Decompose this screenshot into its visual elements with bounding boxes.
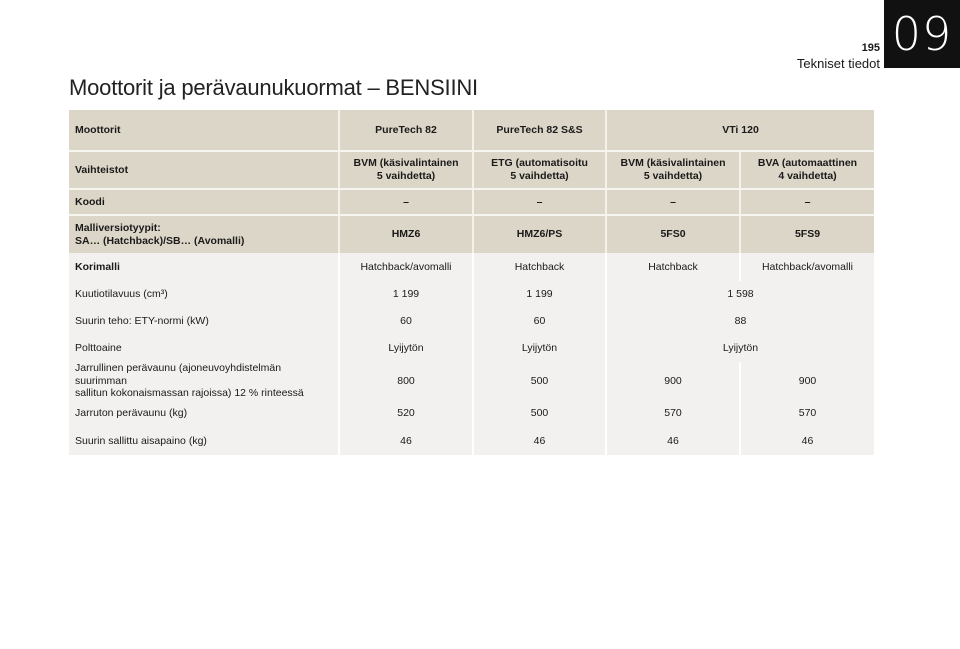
engines-label: Moottorit	[69, 110, 339, 151]
unbraked-trailer-value: 500	[473, 400, 606, 427]
power-row	[69, 308, 874, 335]
engine-name: VTi 120	[606, 110, 874, 151]
engine-name: PureTech 82 S&S	[473, 110, 606, 151]
braked-trailer-value: 900	[740, 362, 874, 400]
fuel-row	[69, 335, 874, 362]
fuel-value: Lyijytön	[606, 335, 874, 362]
code-value: –	[339, 189, 473, 215]
nose-weight-label: Suurin sallittu aisapaino (kg)	[69, 427, 339, 455]
displacement-value: 1 199	[473, 281, 606, 308]
body-type-label: Korimalli	[69, 253, 339, 281]
variant-value: HMZ6	[339, 215, 473, 253]
braked-trailer-value: 800	[339, 362, 473, 400]
code-row	[69, 189, 874, 215]
displacement-value: 1 598	[606, 281, 874, 308]
fuel-value: Lyijytön	[339, 335, 473, 362]
unbraked-trailer-value: 570	[606, 400, 740, 427]
fuel-value: Lyijytön	[473, 335, 606, 362]
gearbox-value: BVA (automaattinen 4 vaihdetta)	[740, 151, 874, 189]
nose-weight-value: 46	[740, 427, 874, 455]
power-label: Suurin teho: ETY-normi (kW)	[69, 308, 339, 335]
braked-trailer-value: 900	[606, 362, 740, 400]
nose-weight-value: 46	[473, 427, 606, 455]
displacement-label: Kuutiotilavuus (cm³)	[69, 281, 339, 308]
engines-row	[69, 110, 874, 151]
gearbox-row	[69, 151, 874, 189]
nose-weight-value: 46	[339, 427, 473, 455]
unbraked-trailer-value: 570	[740, 400, 874, 427]
code-value: –	[740, 189, 874, 215]
power-value: 60	[339, 308, 473, 335]
fuel-label: Polttoaine	[69, 335, 339, 362]
displacement-row	[69, 281, 874, 308]
variant-value: HMZ6/PS	[473, 215, 606, 253]
variant-value: 5FS0	[606, 215, 740, 253]
unbraked-trailer-value: 520	[339, 400, 473, 427]
variant-value: 5FS9	[740, 215, 874, 253]
gearbox-value: BVM (käsivalintainen 5 vaihdetta)	[606, 151, 740, 189]
power-value: 60	[473, 308, 606, 335]
page-title: Moottorit ja perävaunukuormat – BENSIINI	[69, 75, 478, 100]
braked-trailer-label: Jarrullinen perävaunu (ajoneuvoyhdistelmän suurimman sallitun kokonaismassan rajoissa) 12 % rinteessä	[69, 362, 339, 400]
body-type-value: Hatchback	[473, 253, 606, 281]
body-type-value: Hatchback/avomalli	[339, 253, 473, 281]
unbraked-trailer-label: Jarruton perävaunu (kg)	[69, 400, 339, 427]
gearbox-label: Vaihteistot	[69, 151, 339, 189]
braked-trailer-row	[69, 362, 874, 400]
section-name: Tekniset tiedot	[796, 56, 880, 71]
engine-name: PureTech 82	[339, 110, 473, 151]
displacement-value: 1 199	[339, 281, 473, 308]
body-type-value: Hatchback	[606, 253, 740, 281]
nose-weight-row	[69, 427, 874, 455]
unbraked-trailer-row	[69, 400, 874, 427]
code-value: –	[606, 189, 740, 215]
power-value: 88	[606, 308, 874, 335]
variant-label: Malliversiotyypit: SA… (Hatchback)/SB… (Avomalli)	[69, 215, 339, 253]
page-number: 195	[861, 42, 880, 54]
variant-row	[69, 215, 874, 253]
chapter-number-badge: 09	[884, 0, 960, 68]
code-label: Koodi	[69, 189, 339, 215]
body-type-row	[69, 253, 874, 281]
braked-trailer-value: 500	[473, 362, 606, 400]
code-value: –	[473, 189, 606, 215]
gearbox-value: BVM (käsivalintainen 5 vaihdetta)	[339, 151, 473, 189]
engine-spec-table	[69, 110, 874, 455]
gearbox-value: ETG (automatisoitu 5 vaihdetta)	[473, 151, 606, 189]
nose-weight-value: 46	[606, 427, 740, 455]
body-type-value: Hatchback/avomalli	[740, 253, 874, 281]
